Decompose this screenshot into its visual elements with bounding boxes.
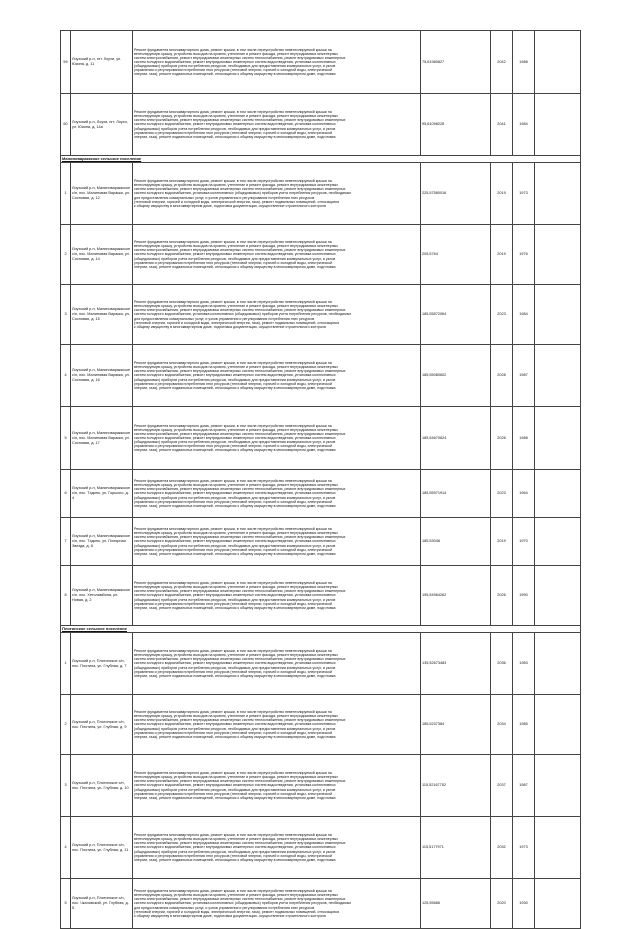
work-line: энергии, газа), ремонт подвальных помещений, относящихся к общему имуществу в многоквартирном доме, подготовка [134,503,336,508]
work-line: управления и регулирования потребления этих ресурсов (тепловой энергии, горячей и холодной воды, электрической [134,68,333,73]
work-line: (общедомовых) приборов учета потребления ресурсов, необходимых для предоставления коммунальных услуг, и узлов [134,440,336,445]
row-repair-year: 2041 [491,94,513,156]
work-line: систем электроснабжения, ремонт внутридомовых инженерных систем теплоснабжения, ремонт внутридомовых инженерных [134,118,346,123]
work-line: систем холодного водоснабжения, ремонт внутридомовых инженерных систем водоотведения, установка коллективных [134,252,336,257]
row-repair-year: 2042 [491,31,513,94]
table-row [61,345,581,407]
row-build-year: 1984 [513,94,535,156]
work-line: систем электроснабжения, ремонт внутридомовых инженерных систем теплоснабжения, ремонт внутридомовых инженерных [134,369,346,374]
work-line: (общедомовых) приборов учета потребления ресурсов, необходимых для предоставления коммунальных услуг, и узлов [134,787,336,792]
row-build-year: 1990 [513,566,535,626]
work-line: систем холодного водоснабжения, установка коллективных (общедомовых) приборов учета потребления ресурсов, необходимых [134,901,352,906]
row-build-year: 1970 [513,518,535,566]
work-line: Ремонт фундамента многоквартирного дома, ремонт крыши, в том числе переустройство невентилируемой крыши на [134,649,332,654]
section-header-row [61,156,581,163]
work-line: энергии, газа), ремонт подвальных помещений, относящихся к общему имуществу в многоквартирном доме, подготовка [134,72,336,77]
table-row [61,407,581,470]
row-number: 4 [61,817,71,879]
work-line: Ремонт фундамента многоквартирного дома, ремонт крыши, в том числе переустройство невентилируемой крыши на [134,110,332,115]
work-line: систем электроснабжения, ремонт внутридомовых инженерных систем теплоснабжения, ремонт внутридомовых инженерных [134,487,346,492]
row-address: Лоухский р-н, Малиновараккское с/п, пос. Тэдино, ул. Горького, д. 4 [71,470,133,518]
row-empty-cell [535,755,581,817]
row-cost: 205,5764 [421,225,491,285]
work-line: (тепловой энергии, горячей и холодной воды, электрической энергии, газа), ремонт подвальных помещений, относящихся [134,320,340,325]
row-build-year: 1984 [513,285,535,345]
row-address: Лоухский р-н, Малиновараккское с/п, пос. Хетоламбина, ул. Новая, д. 2 [71,566,133,626]
row-cost: 185,5237384 [421,695,491,755]
row-cost: 115,5177971 [421,817,491,879]
work-line: систем холодного водоснабжения, ремонт внутридомовых инженерных систем водоотведения, установка коллективных [134,661,336,666]
row-cost: 185,55971914 [421,470,491,518]
work-line: систем холодного водоснабжения, ремонт внутридомовых инженерных систем водоотведения, установка коллективных [134,122,336,127]
row-work-description [133,633,421,695]
work-line: (общедомовых) приборов учета потребления ресурсов, необходимых для предоставления коммунальных услуг, и узлов [134,64,336,69]
row-cost: 225,57580016 [421,163,491,225]
row-work-description [133,817,421,879]
work-line: систем электроснабжения, ремонт внутридомовых инженерных систем теплоснабжения, ремонт внутридомовых инженерных [134,248,346,253]
table-body [61,31,581,929]
work-line: Ремонт фундамента многоквартирного дома, ремонт крыши, в том числе переустройство невентилируемой крыши на [134,300,332,305]
capital-repair-table [60,30,581,929]
row-number: 6 [61,470,71,518]
work-line: вентилируемую крышу, устройство выходов на кровлю, утепление и ремонт фасада, ремонт внутридомовых инженерных [134,837,339,842]
work-line: Ремонт фундамента многоквартирного дома, ремонт крыши, в том числе переустройство невентилируемой крыши на [134,771,332,776]
table-row [61,94,581,156]
row-work-description [133,755,421,817]
row-empty-cell [535,285,581,345]
work-line: энергии, газа), ремонт подвальных помещений, относящихся к общему имуществу в многоквартирном доме, подготовка [134,134,336,139]
work-line: систем электроснабжения, ремонт внутридомовых инженерных систем теплоснабжения, ремонт внутридомовых инженерных [134,657,346,662]
table-row [61,879,581,929]
row-build-year: 1930 [513,879,535,929]
work-line: систем холодного водоснабжения, ремонт внутридомовых инженерных систем водоотведения, установка коллективных [134,593,336,598]
work-line: Ремонт фундамента многоквартирного дома, ремонт крыши, в том числе переустройство невентилируемой крыши на [134,179,332,184]
row-address: Лоухский р-н, Малиновараккское с/п, пос. Малиновая Варакка, ул. Сосновая, д. 15 [71,285,133,345]
row-address: Лоухский р-н, Малиновараккское с/п, пос. Малиновая Варакка, ул. Сосновая, д. 12 [71,163,133,225]
work-line: (общедомовых) приборов учета потребления ресурсов, необходимых для предоставления коммунальных услуг, и узлов [134,726,336,731]
row-number: 8 [61,566,71,626]
work-line: систем электроснабжения, ремонт внутридомовых инженерных систем теплоснабжения, ремонт внутридомовых инженерных [134,431,346,436]
table-row [61,817,581,879]
work-line: управления и регулирования потребления этих ресурсов (тепловой энергии, горячей и холодной воды, электрической [134,547,333,552]
work-line: вентилируемую крышу, устройство выходов на кровлю, утепление и ремонт фасада, ремонт внутридомовых инженерных [134,893,339,898]
work-line: Ремонт фундамента многоквартирного дома, ремонт крыши, в том числе переустройство невентилируемой крыши на [134,581,332,586]
row-number: 3 [61,755,71,817]
table-row [61,163,581,225]
row-work-description [133,407,421,470]
table-row [61,31,581,94]
row-empty-cell [535,633,581,695]
row-cost: 185,53046 [421,518,491,566]
row-empty-cell [535,566,581,626]
row-repair-year: 2023 [491,470,513,518]
row-empty-cell [535,31,581,94]
work-line: систем холодного водоснабжения, установка коллективных (общедомовых) приборов учета потребления ресурсов, необходимых [134,191,352,196]
row-address: Лоухский р-н, Малиновараккское с/п, пос. Малиновая Варакка, ул. Сосновая, д. 16 [71,345,133,407]
row-build-year: 1964 [513,470,535,518]
work-line: Ремонт фундамента многоквартирного дома, ремонт крыши, в том числе переустройство невентилируемой крыши на [134,527,332,532]
row-repair-year: 2037 [491,755,513,817]
row-build-year: 1973 [513,163,535,225]
work-line: энергии, газа), ремонт подвальных помещений, относящихся к общему имуществу в многоквартирном доме, подготовка [134,673,336,678]
row-work-description [133,163,421,225]
row-address: Лоухский р-н, Плотинское с/п, пос. Плотина, ул. Глубная, д. 7 [71,633,133,695]
row-repair-year: 2036 [491,633,513,695]
work-line: систем электроснабжения, ремонт внутридомовых инженерных систем теплоснабжения, ремонт внутридомовых инженерных [134,535,346,540]
work-line: (общедомовых) приборов учета потребления ресурсов, необходимых для предоставления коммунальных услуг, и узлов [134,665,336,670]
work-line: систем холодного водоснабжения, ремонт внутридомовых инженерных систем водоотведения, установка коллективных [134,373,336,378]
work-line: энергии, газа), ремонт подвальных помещений, относящихся к общему имуществу в многоквартирном доме, подготовка [134,448,336,453]
row-cost: 185,55080602 [421,345,491,407]
work-line: для предоставления коммунальных услуг, и узлов управления и регулирования потребления этих ресурсов [134,905,315,910]
work-line: энергии, газа), ремонт подвальных помещений, относящихся к общему имуществу в многоквартирном доме, подготовка [134,551,336,556]
section-header-row [61,626,581,633]
row-address: Лоухский р-н, Плотинское с/п, пос. Плотина, ул. Глубная, д. 11 [71,817,133,879]
row-repair-year: 2019 [491,225,513,285]
row-number: 5 [61,407,71,470]
row-empty-cell [535,695,581,755]
row-address: Лоухский р-н, Малиновараккское с/п, пос. Малиновая Варакка, ул. Сосновая, д. 14 [71,225,133,285]
work-line: к общему имуществу в многоквартирном доме, подготовка документации, осуществление строительного контроля [134,324,326,329]
table-row [61,633,581,695]
work-line: управления и регулирования потребления этих ресурсов (тепловой энергии, горячей и холодной воды, электрической [134,730,333,735]
work-line: управления и регулирования потребления этих ресурсов (тепловой энергии, горячей и холодной воды, электрической [134,444,333,449]
row-work-description [133,31,421,94]
work-line: систем холодного водоснабжения, ремонт внутридомовых инженерных систем водоотведения, установка коллективных [134,539,336,544]
work-line: вентилируемую крышу, устройство выходов на кровлю, утепление и ремонт фасада, ремонт внутридомовых инженерных [134,51,339,56]
document-page [60,30,580,929]
row-work-description [133,879,421,929]
work-line: для предоставления коммунальных услуг, и узлов управления и регулирования потребления этих ресурсов [134,195,315,200]
row-number: 4 [61,345,71,407]
row-empty-cell [535,163,581,225]
section-title: Плотинское сельское поселение [61,626,581,633]
work-line: энергии, газа), ремонт подвальных помещений, относящихся к общему имуществу в многоквартирном доме, подготовка [134,857,336,862]
work-line: Ремонт фундамента многоквартирного дома, ремонт крыши, в том числе переустройство невентилируемой крыши на [134,47,332,52]
table-row [61,470,581,518]
row-build-year: 1987 [513,755,535,817]
work-line: вентилируемую крышу, устройство выходов на кровлю, утепление и ремонт фасада, ремонт внутридомовых инженерных [134,714,339,719]
work-line: вентилируемую крышу, устройство выходов на кровлю, утепление и ремонт фасада, ремонт внутридомовых инженерных [134,427,339,432]
table-row [61,695,581,755]
row-number: 3 [61,285,71,345]
row-build-year: 1987 [513,345,535,407]
work-line: Ремонт фундамента многоквартирного дома, ремонт крыши, в том числе переустройство невентилируемой крыши на [134,361,332,366]
work-line: Ремонт фундамента многоквартирного дома, ремонт крыши, в том числе переустройство невентилируемой крыши на [134,889,332,894]
work-line: управления и регулирования потребления этих ресурсов (тепловой энергии, горячей и холодной воды, электрической [134,791,333,796]
work-line: вентилируемую крышу, устройство выходов на кровлю, утепление и ремонт фасада, ремонт внутридомовых инженерных [134,365,339,370]
row-repair-year: 2019 [491,518,513,566]
row-cost: 185,55572064 [421,285,491,345]
table-row [61,225,581,285]
row-cost: 115,52167752 [421,755,491,817]
row-number: 60 [61,94,71,156]
section-title: Малиновараккское сельское поселение [61,156,581,163]
row-build-year: 1983 [513,633,535,695]
row-work-description [133,470,421,518]
work-line: вентилируемую крышу, устройство выходов на кровлю, утепление и ремонт фасада, ремонт внутридомовых инженерных [134,531,339,536]
row-address: Лоухский р-н, пгт. Лоухи, ул. Юкина, д. 11 [71,31,133,94]
row-cost: 95,61098228 [421,94,491,156]
work-line: энергии, газа), ремонт подвальных помещений, относящихся к общему имуществу в многоквартирном доме, подготовка [134,264,336,269]
work-line: (общедомовых) приборов учета потребления ресурсов, необходимых для предоставления коммунальных услуг, и узлов [134,256,336,261]
row-cost: 195,54964262 [421,566,491,626]
table-row [61,518,581,566]
work-line: вентилируемую крышу, устройство выходов на кровлю, утепление и ремонт фасада, ремонт внутридомовых инженерных [134,585,339,590]
row-number: 1 [61,163,71,225]
work-line: систем холодного водоснабжения, ремонт внутридомовых инженерных систем водоотведения, установка коллективных [134,783,336,788]
table-row [61,566,581,626]
work-line: энергии, газа), ремонт подвальных помещений, относящихся к общему имуществу в многоквартирном доме, подготовка [134,385,336,390]
work-line: (общедомовых) приборов учета потребления ресурсов, необходимых для предоставления коммунальных услуг, и узлов [134,126,336,131]
work-line: управления и регулирования потребления этих ресурсов (тепловой энергии, горячей и холодной воды, электрической [134,381,333,386]
work-line: энергии, газа), ремонт подвальных помещений, относящихся к общему имуществу в многоквартирном доме, подготовка [134,795,336,800]
work-line: управления и регулирования потребления этих ресурсов (тепловой энергии, горячей и холодной воды, электрической [134,130,333,135]
row-empty-cell [535,879,581,929]
row-repair-year: 2034 [491,695,513,755]
work-line: Ремонт фундамента многоквартирного дома, ремонт крыши, в том числе переустройство невентилируемой крыши на [134,423,332,428]
work-line: систем холодного водоснабжения, ремонт внутридомовых инженерных систем водоотведения, установка коллективных [134,722,336,727]
row-address: Лоухский р-н, Плотинское с/п, пос. Чкаловский, ул. Глубная, д. 5 [71,879,133,929]
row-cost: 185,54670624 [421,407,491,470]
row-repair-year: 2028 [491,345,513,407]
work-line: Ремонт фундамента многоквартирного дома, ремонт крыши, в том числе переустройство невентилируемой крыши на [134,710,332,715]
work-line: энергии, газа), ремонт подвальных помещений, относящихся к общему имуществу в многоквартирном доме, подготовка [134,734,336,739]
row-repair-year: 2026 [491,566,513,626]
row-empty-cell [535,225,581,285]
work-line: систем электроснабжения, ремонт внутридомовых инженерных систем теплоснабжения, ремонт внутридомовых инженерных [134,308,346,313]
row-number: 2 [61,225,71,285]
work-line: систем холодного водоснабжения, ремонт внутридомовых инженерных систем водоотведения, установка коллективных [134,491,336,496]
row-repair-year: 2020 [491,879,513,929]
row-work-description [133,518,421,566]
work-line: систем электроснабжения, ремонт внутридомовых инженерных систем теплоснабжения, ремонт внутридомовых инженерных [134,718,346,723]
work-line: управления и регулирования потребления этих ресурсов (тепловой энергии, горячей и холодной воды, электрической [134,499,333,504]
row-repair-year: 2023 [491,285,513,345]
work-line: управления и регулирования потребления этих ресурсов (тепловой энергии, горячей и холодной воды, электрической [134,601,333,606]
work-line: Ремонт фундамента многоквартирного дома, ремонт крыши, в том числе переустройство невентилируемой крыши на [134,479,332,484]
row-build-year: 1973 [513,817,535,879]
work-line: к общему имуществу в многоквартирном доме, подготовка документации, осуществление строительного контроля [134,913,326,918]
work-line: (общедомовых) приборов учета потребления ресурсов, необходимых для предоставления коммунальных услуг, и узлов [134,597,336,602]
work-line: систем электроснабжения, ремонт внутридомовых инженерных систем теплоснабжения, ремонт внутридомовых инженерных [134,187,346,192]
work-line: вентилируемую крышу, устройство выходов на кровлю, утепление и ремонт фасада, ремонт внутридомовых инженерных [134,775,339,780]
row-number: 5 [61,879,71,929]
row-address: Лоухский р-н, Малиновараккское с/п, пос. Тэдино, ул. Полярная Звезда, д. 8 [71,518,133,566]
work-line: вентилируемую крышу, устройство выходов на кровлю, утепление и ремонт фасада, ремонт внутридомовых инженерных [134,483,339,488]
work-line: энергии, газа), ремонт подвальных помещений, относящихся к общему имуществу в многоквартирном доме, подготовка [134,605,336,610]
work-line: Ремонт фундамента многоквартирного дома, ремонт крыши, в том числе переустройство невентилируемой крыши на [134,833,332,838]
work-line: систем электроснабжения, ремонт внутридомовых инженерных систем теплоснабжения, ремонт внутридомовых инженерных [134,589,346,594]
row-address: Лоухский р-н, Лоухи, пгт. Лоухи, ул. Юкина, д. 14а [71,94,133,156]
work-line: (общедомовых) приборов учета потребления ресурсов, необходимых для предоставления коммунальных услуг, и узлов [134,543,336,548]
row-address: Лоухский р-н, Малиновараккское с/п, пос. Малиновая Варакка, ул. Сосновая, д. 17 [71,407,133,470]
row-work-description [133,566,421,626]
work-line: (общедомовых) приборов учета потребления ресурсов, необходимых для предоставления коммунальных услуг, и узлов [134,377,336,382]
row-empty-cell [535,817,581,879]
work-line: вентилируемую крышу, устройство выходов на кровлю, утепление и ремонт фасада, ремонт внутридомовых инженерных [134,653,339,658]
work-line: систем электроснабжения, ремонт внутридомовых инженерных систем теплоснабжения, ремонт внутридомовых инженерных [134,897,346,902]
work-line: вентилируемую крышу, устройство выходов на кровлю, утепление и ремонт фасада, ремонт внутридомовых инженерных [134,183,339,188]
work-line: управления и регулирования потребления этих ресурсов (тепловой энергии, горячей и холодной воды, электрической [134,853,333,858]
work-line: Ремонт фундамента многоквартирного дома, ремонт крыши, в том числе переустройство невентилируемой крыши на [134,240,332,245]
work-line: вентилируемую крышу, устройство выходов на кровлю, утепление и ремонт фасада, ремонт внутридомовых инженерных [134,244,339,249]
row-empty-cell [535,518,581,566]
row-address: Лоухский р-н, Плотинское с/п, пос. Плотина, ул. Глубная, д. 9 [71,695,133,755]
row-number: 7 [61,518,71,566]
work-line: систем холодного водоснабжения, установка коллективных (общедомовых) приборов учета потребления ресурсов, необходимых [134,312,352,317]
work-line: вентилируемую крышу, устройство выходов на кровлю, утепление и ремонт фасада, ремонт внутридомовых инженерных [134,114,339,119]
row-build-year: 1976 [513,225,535,285]
row-cost: 75,61980827 [421,31,491,94]
row-work-description [133,94,421,156]
row-work-description [133,225,421,285]
work-line: вентилируемую крышу, устройство выходов на кровлю, утепление и ремонт фасада, ремонт внутридомовых инженерных [134,304,339,309]
row-work-description [133,285,421,345]
work-line: систем электроснабжения, ремонт внутридомовых инженерных систем теплоснабжения, ремонт внутридомовых инженерных [134,841,346,846]
work-line: систем холодного водоснабжения, ремонт внутридомовых инженерных систем водоотведения, установка коллективных [134,845,336,850]
work-line: (общедомовых) приборов учета потребления ресурсов, необходимых для предоставления коммунальных услуг, и узлов [134,495,336,500]
row-number: 59 [61,31,71,94]
row-address: Лоухский р-н, Плотинское с/п, пос. Плотина, ул. Глубная, д. 10 [71,755,133,817]
row-number: 2 [61,695,71,755]
work-line: к общему имуществу в многоквартирном доме, подготовка документации, осуществление строительного контроля [134,203,326,208]
work-line: систем холодного водоснабжения, ремонт внутридомовых инженерных систем водоотведения, установка коллективных [134,59,336,64]
row-cost: 125,55686 [421,879,491,929]
row-number: 1 [61,633,71,695]
row-repair-year: 2032 [491,817,513,879]
row-repair-year: 2019 [491,163,513,225]
row-empty-cell [535,470,581,518]
row-empty-cell [535,94,581,156]
row-repair-year: 2026 [491,407,513,470]
row-work-description [133,695,421,755]
work-line: для предоставления коммунальных услуг, и узлов управления и регулирования потребления этих ресурсов [134,316,315,321]
row-build-year: 1988 [513,407,535,470]
work-line: (тепловой энергии, горячей и холодной воды, электрической энергии, газа), ремонт подвальных помещений, относящихся [134,199,340,204]
table-row [61,285,581,345]
row-cost: 135,52673483 [421,633,491,695]
work-line: (общедомовых) приборов учета потребления ресурсов, необходимых для предоставления коммунальных услуг, и узлов [134,849,336,854]
table-row [61,755,581,817]
work-line: (тепловой энергии, горячей и холодной воды, электрической энергии, газа), ремонт подвальных помещений, относящихся [134,909,340,914]
row-empty-cell [535,345,581,407]
row-work-description [133,345,421,407]
work-line: систем электроснабжения, ремонт внутридомовых инженерных систем теплоснабжения, ремонт внутридомовых инженерных [134,55,346,60]
work-line: управления и регулирования потребления этих ресурсов (тепловой энергии, горячей и холодной воды, электрической [134,260,333,265]
work-line: систем электроснабжения, ремонт внутридомовых инженерных систем теплоснабжения, ремонт внутридомовых инженерных [134,779,346,784]
work-line: систем холодного водоснабжения, ремонт внутридомовых инженерных систем водоотведения, установка коллективных [134,435,336,440]
work-line: управления и регулирования потребления этих ресурсов (тепловой энергии, горячей и холодной воды, электрической [134,669,333,674]
row-empty-cell [535,407,581,470]
row-build-year: 1985 [513,695,535,755]
row-build-year: 1988 [513,31,535,94]
